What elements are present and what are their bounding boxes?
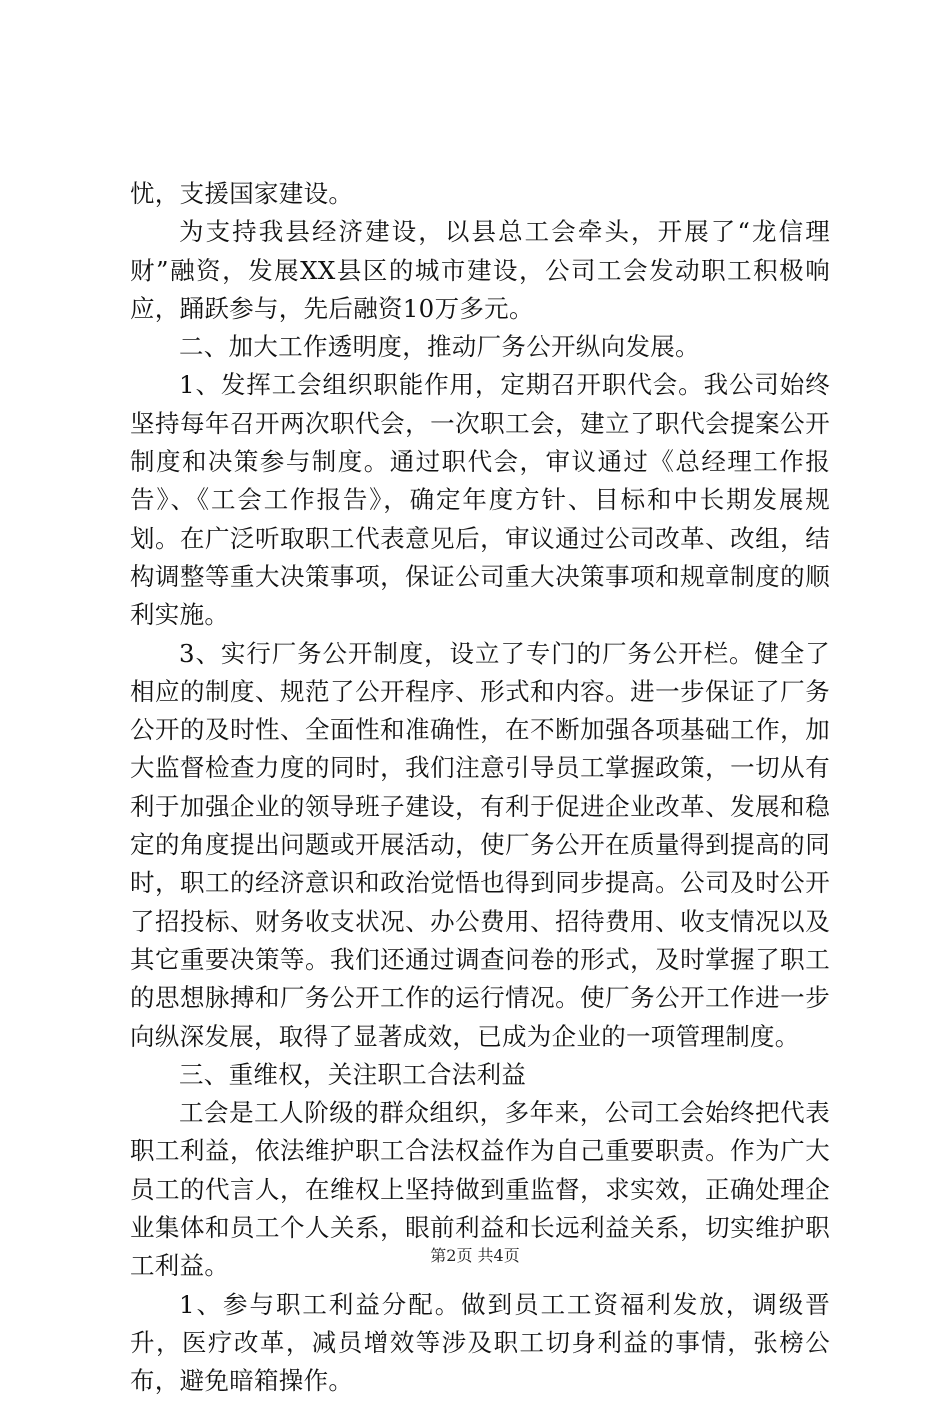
paragraph-1: 忧，支援国家建设。 (130, 179, 354, 208)
paragraph-2: 为支持我县经济建设，以县总工会牵头，开展了“龙信理财”融资，发展XX县区的城市建设，公司工会发动职工积极响应，踊跃参与，先后融资10万多元。 (130, 217, 830, 323)
paragraph-6-heading: 三、重维权，关注职工合法利益 (179, 1059, 527, 1089)
document-body (130, 175, 830, 1401)
page-number: 第2页 共4页 (430, 1246, 520, 1265)
paragraph-3-heading: 二、加大工作透明度，推动厂务公开纵向发展。 (179, 332, 700, 362)
paragraph-8: 1、参与职工利益分配。做到员工工资福利发放，调级晋升，医疗改革，减员增效等涉及职工切身利益的事情，张榜公布，避免暗箱操作。 (130, 1289, 830, 1396)
paragraph-7: 工会是工人阶级的群众组织，多年来，公司工会始终把代表职工利益，依法维护职工合法权益作为自己重要职责。作为广大员工的代言人，在维权上坚持做到重监督，求实效，正确处理企业集体和员工个人关系，眼前利益和长远利益关系，切实维护职工利益。 (130, 1098, 830, 1281)
page-footer (0, 1246, 950, 1266)
paragraph-4: 1、发挥工会组织职能作用，定期召开职代会。我公司始终坚持每年召开两次职代会，一次职工会，建立了职代会提案公开制度和决策参与制度。通过职代会，审议通过《总经理工作报告》、《工会工作报告》，确定年度方针、目标和中长期发展规划。在广泛听取职工代表意见后，审议通过公司改革、改组，结构调整等重大决策事项，保证公司重大决策事项和规章制度的顺利实施。 (130, 370, 830, 630)
paragraph-5: 3、实行厂务公开制度，设立了专门的厂务公开栏。健全了相应的制度、规范了公开程序、形式和内容。进一步保证了厂务公开的及时性、全面性和准确性，在不断加强各项基础工作，加大监督检查力度的同时，我们注意引导员工掌握政策，一切从有利于加强企业的领导班子建设，有利于促进企业改革、发展和稳定的角度提出问题或开展活动，使厂务公开在质量得到提高的同时，职工的经济意识和政治觉悟也得到同步提高。公司及时公开了招投标、财务收支状况、办公费用、招待费用、收支情况以及其它重要决策等。我们还通过调查问卷的形式，及时掌握了职工的思想脉搏和厂务公开工作的运行情况。使厂务公开工作进一步向纵深发展，取得了显著成效，已成为企业的一项管理制度。 (130, 638, 830, 1051)
